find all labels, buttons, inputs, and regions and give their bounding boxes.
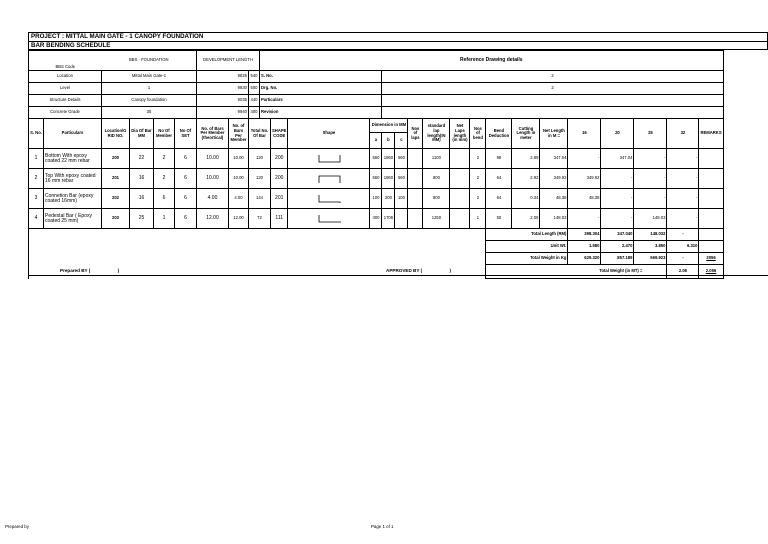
header-dim-a: a — [370, 133, 382, 149]
total-weight-label: Total Weight in Kg — [486, 253, 568, 265]
header-dia-20: 20 — [601, 119, 634, 149]
row-sno: 2 — [29, 169, 44, 189]
row-dia: 16 — [130, 169, 154, 189]
row-remarks — [699, 189, 723, 209]
row-dim-a: 400 — [370, 209, 382, 229]
header-shape-code: SHAPE CODE — [271, 119, 288, 149]
unit-wt-25: 3.850 — [634, 241, 667, 253]
row-laps — [408, 149, 423, 169]
row-sno: 4 — [29, 209, 44, 229]
row-total: 120 — [249, 149, 271, 169]
total-length-label: Total Length (RM) — [486, 229, 568, 241]
row-laps — [408, 189, 423, 209]
total-weight-16: 629.320 — [568, 253, 601, 265]
shape-u-bottom — [288, 149, 370, 169]
dev-code: 9830 — [197, 83, 249, 95]
prepared-by-close: ) — [117, 268, 120, 273]
table-row — [29, 149, 724, 169]
row-particulars: Bottom With epoxy coated 22 mm rebar — [44, 149, 102, 169]
row-member: 1 — [154, 209, 175, 229]
total-weight-sum: 2056 — [699, 253, 723, 265]
row-std-lap: 1250 — [423, 209, 450, 229]
row-location: 202 — [102, 189, 130, 209]
header-no-member: No Of Member — [154, 119, 175, 149]
row-cutting: 2.92 — [512, 169, 540, 189]
table-row — [29, 209, 724, 229]
row-dia16: - — [568, 149, 601, 169]
total-mt-value: 2.06 — [667, 265, 699, 279]
grade-label: Concrete Grade — [29, 107, 102, 119]
row-particulars: Pedestal Bar ( Epoxy coated 25 mm) — [44, 209, 102, 229]
dev-length: 500 — [249, 83, 260, 95]
row-dim-b: 200 — [382, 189, 395, 209]
total-length-16: 398.304 — [568, 229, 601, 241]
row-bend: 2 — [470, 169, 486, 189]
location-label: Location — [29, 71, 102, 83]
grade-value: 35 — [102, 107, 197, 119]
total-length-20: 347.040 — [601, 229, 634, 241]
row-dia16: - — [568, 209, 601, 229]
row-net-laps — [450, 169, 470, 189]
row-total: 72 — [249, 209, 271, 229]
header-total-bar: Total No. Of Bar — [249, 119, 271, 149]
shape-u-open-top-icon — [314, 154, 344, 164]
row-net: 148.03 — [540, 209, 568, 229]
row-dim-c: 560 — [395, 169, 408, 189]
row-dim-b: 1860 — [382, 169, 395, 189]
page-number: Page 1 of 1 — [371, 524, 394, 529]
total-length-remarks — [699, 229, 723, 241]
header-std-lap: standard lap length(IN MM) — [423, 119, 450, 149]
header-shape: Shape — [288, 119, 370, 149]
level-label: Level — [29, 83, 102, 95]
location-value: Mittal Main Gate-1 — [102, 71, 197, 83]
row-theoretical: 12.00 — [197, 209, 229, 229]
row-bars: 4.00 — [229, 189, 249, 209]
row-remarks — [699, 149, 723, 169]
revision-value — [382, 107, 723, 119]
particulars-label: Particulars — [260, 95, 382, 107]
row-bars: 10.00 — [229, 169, 249, 189]
header-no-set: No Of SET — [175, 119, 197, 149]
dev-length: 400 — [249, 107, 260, 119]
row-member: 6 — [154, 189, 175, 209]
row-dim-c: 560 — [395, 149, 408, 169]
dev-length: 440 — [249, 95, 260, 107]
total-mt-label: Total Weight (in MT) = — [486, 265, 667, 279]
row-set: 6 — [175, 209, 197, 229]
row-dim-a: 560 — [370, 169, 382, 189]
total-mt-sum: 2.056 — [699, 265, 723, 279]
page-footer-prepared: Prepared by — [5, 524, 29, 529]
dev-code: 9035 — [197, 95, 249, 107]
total-weight-32: - — [667, 253, 699, 265]
shape-z-bar-icon — [314, 194, 344, 204]
row-net: 349.92 — [540, 169, 568, 189]
structure-label: Structure Details — [29, 95, 102, 107]
row-bend: 2 — [470, 149, 486, 169]
bbs-value: BBS - FOUNDATION — [102, 51, 197, 71]
row-set: 6 — [175, 189, 197, 209]
schedule-title: BAR BENDING SCHEDULE — [28, 41, 768, 50]
header-dim-c: c — [395, 133, 408, 149]
row-dim-a: 100 — [370, 189, 382, 209]
header-cutting-length: Cutting Length in meter — [512, 119, 540, 149]
approved-by-label — [386, 268, 451, 273]
shape-u-top — [288, 169, 370, 189]
row-shape-code: 201 — [271, 189, 288, 209]
row-dim-b: 1860 — [382, 149, 395, 169]
unit-wt-32: 6.310 — [667, 241, 699, 253]
row-bars: 10.00 — [229, 149, 249, 169]
shape-l-bar-icon — [314, 214, 344, 224]
row-dia: 16 — [130, 189, 154, 209]
table-row — [29, 169, 724, 189]
ref-drawing-title: Reference Drawing details — [260, 51, 724, 71]
row-total: 144 — [249, 189, 271, 209]
row-dia20: 347.04 — [601, 149, 634, 169]
revision-label: Revision — [260, 107, 382, 119]
row-net: 347.04 — [540, 149, 568, 169]
row-bend: 1 — [470, 209, 486, 229]
row-dia32: - — [667, 169, 699, 189]
footer-rule — [28, 275, 768, 276]
row-dim-c — [395, 209, 408, 229]
row-net-laps — [450, 189, 470, 209]
row-bars: 12.00 — [229, 209, 249, 229]
row-shape-code: 200 — [271, 149, 288, 169]
table-row — [29, 189, 724, 209]
row-shape-code: 200 — [271, 169, 288, 189]
row-location: 201 — [102, 169, 130, 189]
row-std-lap: 800 — [423, 169, 450, 189]
row-remarks — [699, 209, 723, 229]
header-sno: S. No. — [29, 119, 44, 149]
header-particulars: Particulars — [44, 119, 102, 149]
approved-by-text: APPROVED BY ( — [386, 268, 423, 273]
approved-by-close: ) — [449, 268, 451, 273]
row-dia25: - — [634, 189, 667, 209]
row-theoretical: 4.00 — [197, 189, 229, 209]
row-dia20: - — [601, 169, 634, 189]
row-std-lap: 800 — [423, 189, 450, 209]
row-dia20: - — [601, 189, 634, 209]
total-length-25: 148.032 — [634, 229, 667, 241]
header-bars-theoretical: No. of Bars Per Member (theortical) — [197, 119, 229, 149]
row-dia32: - — [667, 209, 699, 229]
row-cutting: 0.34 — [512, 189, 540, 209]
header-nos-laps: Nos of laps — [408, 119, 423, 149]
header-net-length: Net Length in M = — [540, 119, 568, 149]
prepared-by-label — [60, 268, 119, 273]
header-bars-per-member: No. of Bars Per Member — [229, 119, 249, 149]
row-member: 2 — [154, 149, 175, 169]
header-dia-16: 16 — [568, 119, 601, 149]
row-deduction: 64 — [486, 169, 512, 189]
sno-label: S. No. — [260, 71, 382, 83]
row-remarks — [699, 169, 723, 189]
row-net-laps — [450, 209, 470, 229]
row-net-laps — [450, 149, 470, 169]
row-shape-code: 111 — [271, 209, 288, 229]
row-set: 6 — [175, 149, 197, 169]
header-dia-25: 25 — [634, 119, 667, 149]
row-dia20: - — [601, 209, 634, 229]
level-value: 1 — [102, 83, 197, 95]
header-dia: Dia Of Bar MM — [130, 119, 154, 149]
total-length-32: - — [667, 229, 699, 241]
header-net-laps: Net Laps length (in mm) — [450, 119, 470, 149]
drg-label: Drg. No. — [260, 83, 382, 95]
row-dim-c: 100 — [395, 189, 408, 209]
particulars-value — [382, 95, 723, 107]
dev-length-label: DEVELOPMENT LENGTH — [197, 51, 260, 71]
total-weight-20: 857.189 — [601, 253, 634, 265]
row-sno: 1 — [29, 149, 44, 169]
row-member: 2 — [154, 169, 175, 189]
shape-z-bar — [288, 189, 370, 209]
row-dim-b: 1706 — [382, 209, 395, 229]
row-location: 203 — [102, 209, 130, 229]
row-net: 48.38 — [540, 189, 568, 209]
unit-wt-20: 2.470 — [601, 241, 634, 253]
row-location: 200 — [102, 149, 130, 169]
header-nos-bend: Nos of bend — [470, 119, 486, 149]
total-weight-25: 569.923 — [634, 253, 667, 265]
row-dia: 25 — [130, 209, 154, 229]
structure-value: Canopy foundation — [102, 95, 197, 107]
row-laps — [408, 209, 423, 229]
row-particulars: Top With epoxy coated 16 mm rebar — [44, 169, 102, 189]
shape-u-open-bottom-icon — [314, 174, 344, 184]
row-std-lap: 1100 — [423, 149, 450, 169]
shape-l-bar — [288, 209, 370, 229]
row-laps — [408, 169, 423, 189]
row-dia32: - — [667, 149, 699, 169]
drg-value: 2 — [382, 83, 723, 95]
row-deduction: 98 — [486, 149, 512, 169]
dev-code: 9940 — [197, 107, 249, 119]
row-particulars: Connetion Bar (epoxy coated 16mm) — [44, 189, 102, 209]
header-dimension: Dimension in MM — [370, 119, 408, 133]
bbs-code: BBS Code — [29, 51, 102, 71]
dev-length: 540 — [249, 71, 260, 83]
row-dia32: - — [667, 189, 699, 209]
row-dia: 22 — [130, 149, 154, 169]
row-bend: 2 — [470, 189, 486, 209]
row-set: 6 — [175, 169, 197, 189]
row-cutting: 2.06 — [512, 209, 540, 229]
header-remarks: REMARKS — [699, 119, 723, 149]
unit-wt-label: Unit Wt. — [486, 241, 568, 253]
row-dia25: - — [634, 169, 667, 189]
sno-value: 2 — [382, 71, 723, 83]
row-total: 120 — [249, 169, 271, 189]
row-deduction: 50 — [486, 209, 512, 229]
row-dia16: 48.38 — [568, 189, 601, 209]
row-dia25: 148.03 — [634, 209, 667, 229]
row-dia25: - — [634, 149, 667, 169]
bbs-table — [28, 50, 724, 279]
row-cutting: 2.89 — [512, 149, 540, 169]
prepared-by-text: Prepared BY ( — [60, 268, 91, 273]
row-theoretical: 10.00 — [197, 169, 229, 189]
row-dia16: 349.92 — [568, 169, 601, 189]
row-sno: 3 — [29, 189, 44, 209]
unit-wt-remarks — [699, 241, 723, 253]
unit-wt-16: 1.580 — [568, 241, 601, 253]
row-theoretical: 10.00 — [197, 149, 229, 169]
header-dia-32: 32 — [667, 119, 699, 149]
header-bend-deduction: Bend Deduction — [486, 119, 512, 149]
dev-code: 9825 — [197, 71, 249, 83]
row-deduction: 64 — [486, 189, 512, 209]
project-title: PROJECT : MITTAL MAIN GATE - 1 CANOPY FOUNDATION — [28, 32, 768, 41]
header-dim-b: b — [382, 133, 395, 149]
row-dim-a: 560 — [370, 149, 382, 169]
header-location: Location/G RID NO. — [102, 119, 130, 149]
